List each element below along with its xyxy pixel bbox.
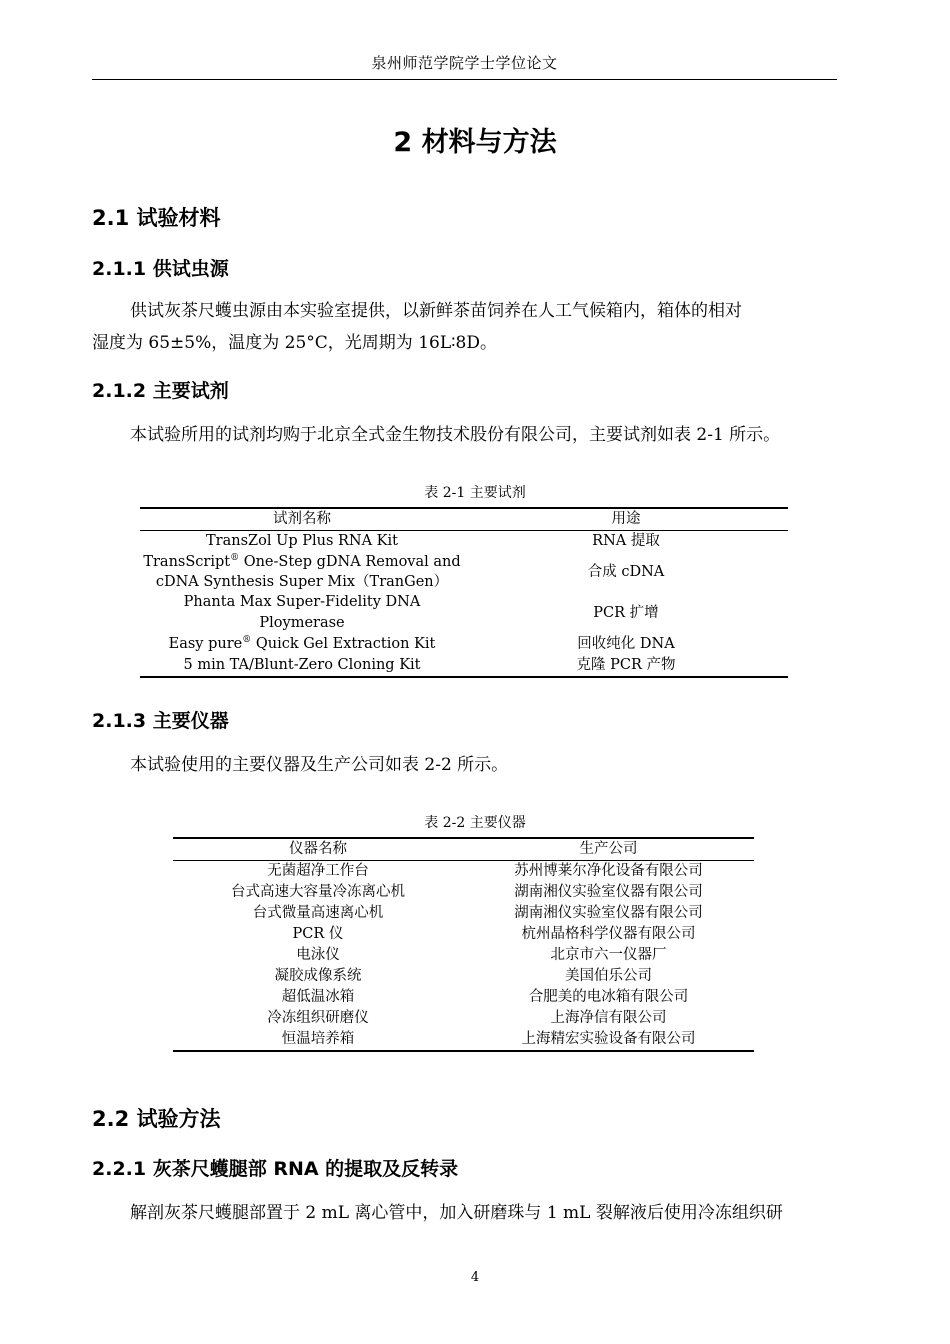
paragraph-line: 供试灰茶尺蠖虫源由本实验室提供，以新鲜茶苗饲养在人工气候箱内，箱体的相对 xyxy=(130,301,742,321)
table-row xyxy=(173,987,754,1008)
column-header: 生产公司 xyxy=(463,838,754,861)
section-heading-2-1-2: 2.1.2 主要试剂 xyxy=(92,380,229,402)
instrument-name: 恒温培养箱 xyxy=(173,1029,463,1051)
table-caption-2-1: 表 2-1 主要试剂 xyxy=(424,485,526,501)
table-row xyxy=(173,882,754,903)
section-heading-2-2: 2.2 试验方法 xyxy=(92,1107,221,1131)
reagent-use: PCR 扩增 xyxy=(593,604,659,621)
instrument-name: 电泳仪 xyxy=(296,947,340,963)
column-header: 仪器名称 xyxy=(173,838,463,861)
paragraph-insect-source xyxy=(92,295,837,359)
reagent-use: RNA 提取 xyxy=(592,533,660,549)
instrument-name: PCR 仪 xyxy=(292,926,344,942)
section-heading-2-1: 2.1 试验材料 xyxy=(92,206,221,230)
reagent-name xyxy=(140,634,464,655)
table-row xyxy=(173,903,754,924)
table-row xyxy=(173,945,754,966)
instrument-company: 美国伯乐公司 xyxy=(565,968,652,984)
instrument-name: 冷冻组织研磨仪 xyxy=(267,1010,369,1026)
table-row xyxy=(173,1008,754,1029)
instrument-company: 苏州博莱尔净化设备有限公司 xyxy=(514,863,703,879)
running-header: 泉州师范学院学士学位论文 xyxy=(371,54,558,72)
reagent-name: TransZol Up Plus RNA Kit xyxy=(206,533,398,549)
reagent-name-part: Easy pure xyxy=(168,636,243,652)
instrument-name: 台式微量高速离心机 xyxy=(252,905,384,921)
instrument-company: 上海精宏实验设备有限公司 xyxy=(463,1029,754,1051)
reagent-use: 回收纯化 DNA xyxy=(577,636,675,652)
column-header: 用途 xyxy=(464,508,788,531)
header-rule xyxy=(92,79,837,80)
page-number: 4 xyxy=(470,1270,480,1285)
paragraph-reagents: 本试验所用的试剂均购于北京全式金生物技术股份有限公司，主要试剂如表 2-1 所示。 xyxy=(130,425,781,445)
chapter-title: 2 材料与方法 xyxy=(393,127,557,158)
reagent-name-part: Quick Gel Extraction Kit xyxy=(251,636,436,652)
instrument-name: 台式高速大容量冷冻离心机 xyxy=(231,884,405,900)
instrument-name: 无菌超净工作台 xyxy=(267,863,369,879)
reagents-table xyxy=(140,507,788,678)
reagent-name-part: One-Step gDNA Removal and xyxy=(239,554,461,570)
table-row xyxy=(173,861,754,883)
reagent-name: Phanta Max Super-Fidelity DNA Ploymerase xyxy=(183,594,421,631)
paragraph-rna-extraction: 解剖灰茶尺蠖腿部置于 2 mL 离心管中，加入研磨珠与 1 mL 裂解液后使用冷冻组织研 xyxy=(130,1203,783,1223)
instrument-company: 北京市六一仪器厂 xyxy=(550,947,667,963)
table-row xyxy=(173,924,754,945)
table-row xyxy=(140,552,788,592)
instrument-company: 上海净信有限公司 xyxy=(550,1010,667,1026)
table-row xyxy=(140,592,788,634)
section-heading-2-2-1: 2.2.1 灰茶尺蠖腿部 RNA 的提取及反转录 xyxy=(92,1158,459,1180)
registered-mark: ® xyxy=(230,553,240,564)
instrument-name: 凝胶成像系统 xyxy=(274,968,362,984)
table-caption-2-2: 表 2-2 主要仪器 xyxy=(424,815,526,831)
table-header-row xyxy=(173,838,754,861)
table-row xyxy=(140,531,788,553)
section-heading-2-1-1: 2.1.1 供试虫源 xyxy=(92,258,229,280)
table-row xyxy=(173,1029,754,1051)
instrument-company: 湖南湘仪实验室仪器有限公司 xyxy=(514,884,703,900)
column-header: 试剂名称 xyxy=(140,508,464,531)
reagent-use: 合成 cDNA xyxy=(587,563,665,580)
section-heading-2-1-3: 2.1.3 主要仪器 xyxy=(92,710,229,732)
instrument-company: 湖南湘仪实验室仪器有限公司 xyxy=(514,905,703,921)
registered-mark: ® xyxy=(242,635,252,646)
reagent-use: 克隆 PCR 产物 xyxy=(464,655,788,677)
reagent-name-part: cDNA Synthesis Super Mix（TranGen） xyxy=(155,574,449,590)
reagent-name-part: TransScript xyxy=(143,554,231,570)
table-row xyxy=(173,966,754,987)
reagent-name: 5 min TA/Blunt-Zero Cloning Kit xyxy=(140,655,464,677)
instrument-name: 超低温冰箱 xyxy=(281,989,355,1005)
paragraph-line: 湿度为 65±5%，温度为 25°C，光周期为 16L∶8D。 xyxy=(92,333,497,353)
table-row xyxy=(140,655,788,677)
instrument-company: 合肥美的电冰箱有限公司 xyxy=(528,989,689,1005)
reagent-name xyxy=(140,552,464,592)
paragraph-instruments: 本试验使用的主要仪器及生产公司如表 2-2 所示。 xyxy=(130,755,509,775)
instrument-company: 杭州晶格科学仪器有限公司 xyxy=(521,926,696,942)
table-row xyxy=(140,634,788,655)
table-header-row xyxy=(140,508,788,531)
instruments-table xyxy=(173,837,754,1052)
